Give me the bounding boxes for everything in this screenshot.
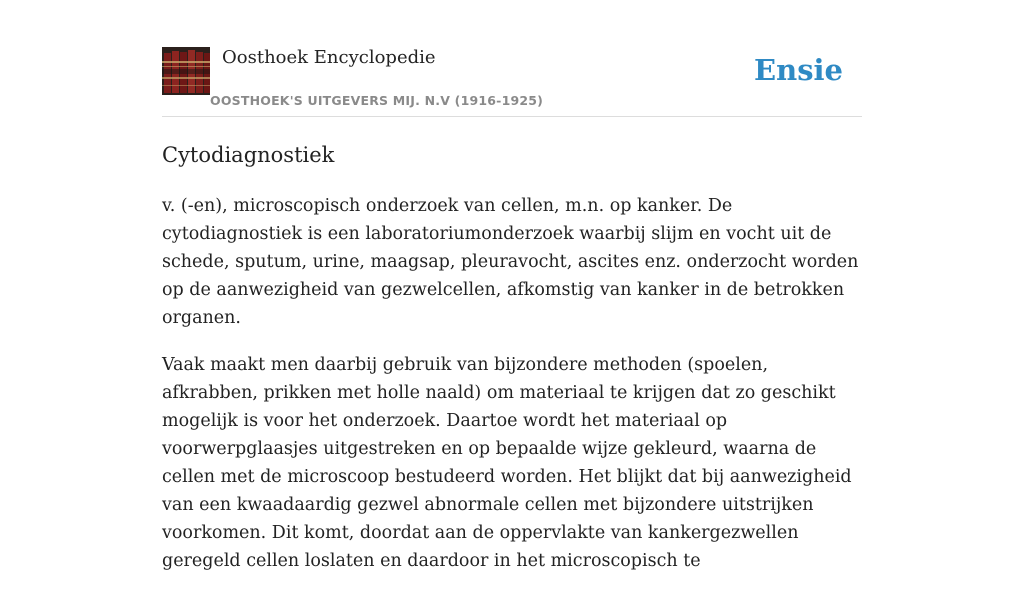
source-title[interactable]: Oosthoek Encyclopedie (222, 47, 436, 68)
bookshelf-icon (162, 47, 210, 95)
article-paragraph: Vaak maakt men daarbij gebruik van bijzondere methoden (spoelen, afkrabben, prikken met holle naald) om materiaal te krijgen dat zo geschikt mogelijk is voor het onderzoek. Daartoe wordt het materiaal op voorwerpglaasjes uitgestreken en op bepaalde wijze gekleurd, waarna de cellen met de microscoop bestudeerd worden. Het blijkt dat bij aanwezigheid van een kwaadaardig gezwel abnormale cellen met bijzondere uitstrijken voorkomen. Dit komt, doordat aan de oppervlakte van kankergezwellen geregeld cellen loslaten en daardoor in het microscopisch te (162, 355, 852, 571)
article-body (162, 192, 862, 594)
source-header (162, 46, 862, 117)
ensie-logo[interactable]: Ensie (754, 53, 843, 87)
article-paragraph: v. (-en), microscopisch onderzoek van cellen, m.n. op kanker. De cytodiagnostiek is een laboratoriumonderzoek waarbij slijm en vocht uit de schede, sputum, urine, maagsap, pleuravocht, ascites enz. onderzocht worden op de aanwezigheid van gezwelcellen, afkomstig van kanker in de betrokken organen. (162, 196, 859, 328)
publisher-label: OOSTHOEK'S UITGEVERS MIJ. N.V (1916-1925) (210, 93, 544, 108)
source-avatar[interactable] (162, 47, 210, 95)
article-title: Cytodiagnostiek (162, 143, 335, 167)
